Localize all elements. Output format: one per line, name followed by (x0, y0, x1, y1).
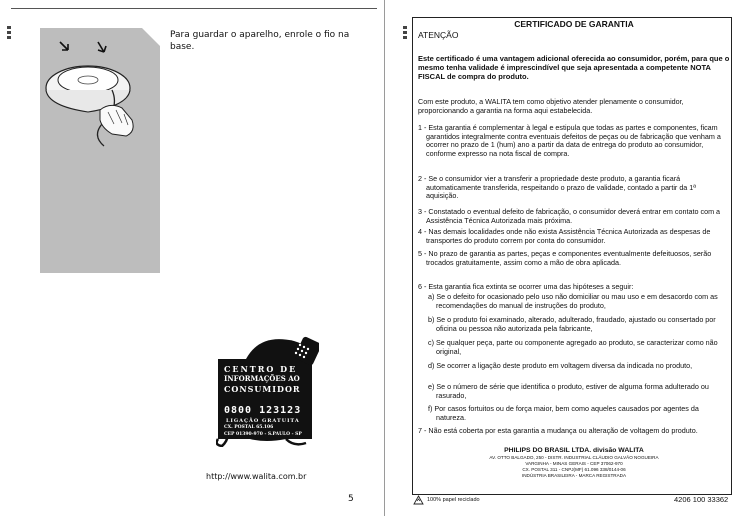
warranty-item-3: 3 - Constatado o eventual defeito de fabricação, o consumidor deverá entrar em contato com a Assistência Técnica Autorizada mais próxima. (418, 207, 721, 225)
attention-heading: ATENÇÃO (418, 30, 459, 40)
edge-marks-left (7, 26, 11, 39)
recycle-icon (413, 495, 424, 505)
warranty-item-1: 1 - Esta garantia é complementar à legal e estipula que todas as partes e componentes, ficam garantidos integralmente contra eventuais defeitos de peças ou de fabricação que venham a ocorrer no prazo de 1 (hum) ano a partir da data de entrega do produto ao consumidor, conforme expresso na nota fiscal de compra. (418, 123, 721, 158)
recycled-paper-note (413, 495, 480, 505)
company-postal: CX. POSTAL 311 - CNPJ(MF) 61.096 338/0144-06 (522, 467, 626, 472)
warranty-item-2: 2 - Se o consumidor vier a transferir a propriedade deste produto, a garantia ficará automaticamente transferida, respeitando o prazo de validade, contado a partir da 1ª aquisição. (418, 174, 696, 201)
document-code: 4206 100 33362 (674, 495, 729, 504)
company-city: VARGINHA - MINAS GERAIS - CEP 37062-970 (525, 461, 623, 466)
exclusion-d: d) Se ocorrer a ligação deste produto em voltagem diversa da indicada no produto, (428, 361, 693, 370)
exclusion-e: e) Se o número de série que identifica o produto, estiver de alguma forma adulterado ou rasurado, (428, 382, 709, 400)
warranty-item-5: 5 - No prazo de garantia as partes, peças e componentes eventualmente defeituosos, serão trocados gratuitamente, assim como a mão de obra aplicada. (418, 249, 712, 267)
cord-wrap-illustration (40, 28, 160, 273)
cord-storage-instruction: Para guardar o aparelho, enrole o fio na base. (170, 30, 350, 52)
appliance-base-image (40, 28, 160, 273)
certificate-title: CERTIFICADO DE GARANTIA (514, 19, 634, 29)
page-gutter-left (384, 0, 385, 516)
consumer-center-logo (216, 335, 319, 447)
logo-free-call: LIGAÇÃO GRATUITA (226, 418, 300, 424)
logo-centro-de: CENTRO DE (224, 364, 298, 374)
exclusion-f: f) Por casos fortuitos ou de força maior, bem como aqueles causados por agentes da natureza. (428, 404, 699, 422)
website-link[interactable]: http://www.walita.com.br (206, 472, 307, 481)
logo-consumidor: CONSUMIDOR (224, 384, 301, 394)
logo-informacoes-ao: INFORMAÇÕES AO (224, 374, 300, 383)
warranty-item-6: 6 - Esta garantia fica extinta se ocorrer uma das hipóteses a seguir: (418, 282, 634, 291)
warranty-item-7: 7 - Não está coberta por esta garantia a mudança ou alteração de voltagem do produto. (418, 426, 698, 435)
logo-phone-number: 0800 123123 (224, 405, 302, 416)
company-name: PHILIPS DO BRASIL LTDA. divisão WALITA (504, 447, 644, 454)
edge-marks-right (403, 26, 407, 39)
company-made-in: INDÚSTRIA BRASILEIRA - MARCA REGISTRADA (521, 473, 627, 478)
exclusion-b: b) Se o produto foi examinado, alterado, adulterado, fraudado, ajustado ou consertado por oficina ou pessoa não autorizada pela fabricante, (428, 315, 716, 333)
certificate-lead: Com este produto, a WALITA tem como objetivo atender plenamente o consumidor, proporcionando a garantia na forma aqui estabelecida. (418, 97, 684, 115)
corner-notch (142, 28, 160, 46)
recycle-label: 100% papel reciclado (427, 497, 480, 503)
company-address: AV. OTTO BALGADO, 250 - DISTR. INDUSTRIAL CLÁUDIO GALVÃO NOGUEIRA (489, 455, 659, 460)
top-rule (11, 8, 377, 9)
page-number: 5 (348, 494, 354, 504)
logo-cep: CEP 01390-970 - S.PAULO - SP (224, 432, 302, 437)
certificate-intro: Este certificado é uma vantagem adicional oferecida ao consumidor, porém, para que o mesmo tenha validade é imprescindível que seja apresentada a competente NOTA FISCAL de compra do produto. (418, 54, 730, 81)
warranty-item-4: 4 - Nas demais localidades onde não exista Assistência Técnica Autorizada as despesas de transportes do produto correm por conta do consumidor. (418, 227, 711, 245)
exclusion-c: c) Se qualquer peça, parte ou componente agregado ao produto, se caracterizar como não original, (428, 338, 718, 356)
exclusion-a: a) Se o defeito for ocasionado pelo uso não domiciliar ou mau uso e em desacordo com as recomendações do manual de instruções do produto, (428, 292, 718, 310)
logo-postal-box: CX. POSTAL 65.106 (224, 425, 274, 430)
company-info (418, 447, 730, 479)
